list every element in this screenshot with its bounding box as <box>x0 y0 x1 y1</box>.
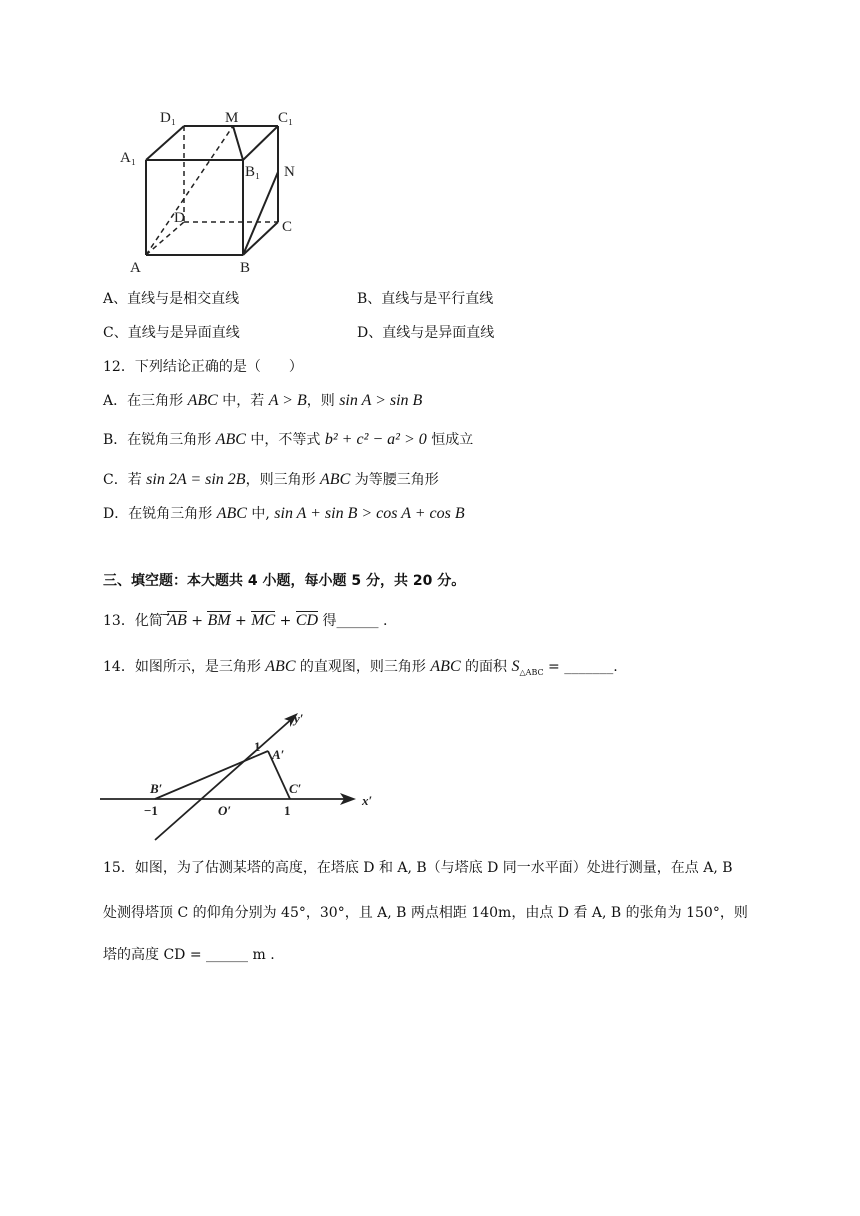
q12-b-text: 恒成立 <box>426 432 474 448</box>
q14 <box>103 657 618 683</box>
vector-label: MC <box>251 612 276 629</box>
label-b: B <box>240 260 251 276</box>
vector-label: BM <box>207 612 231 629</box>
q14-subscript: △ABC <box>519 667 544 677</box>
q12-c-math: sin 2A = sin 2B <box>146 471 246 488</box>
q12-a-text: ，则 <box>306 393 340 409</box>
q14-math: ABC <box>265 658 296 675</box>
q13-vector <box>251 611 275 629</box>
label-m: M <box>225 110 239 126</box>
oblique-axis-figure <box>100 705 390 845</box>
q13 <box>103 611 387 631</box>
q12-a-text: 中，若 <box>217 393 269 409</box>
q12-c-text: ，则三角形 <box>245 472 321 488</box>
q15-line-1: 15．如图，为了估测某塔的高度，在塔底 D 和 A, B（与塔底 D 同一水平面）处进行测量，在点 A, B <box>103 860 733 876</box>
tick-label-neg1: −1 <box>144 803 158 818</box>
q14-math: S <box>511 658 520 675</box>
q14-text: = _______. <box>543 659 618 675</box>
q13-prefix: 13．化简 <box>103 613 168 629</box>
point-label-a: A′ <box>272 747 285 762</box>
q12-a-math: A > B <box>268 392 307 409</box>
plus-sign: + <box>191 613 203 629</box>
axis-label-y: y′ <box>294 711 304 726</box>
q12-d-math: ABC <box>216 505 247 522</box>
tick-label-1-x: 1 <box>284 803 291 818</box>
q15-line-3: 塔的高度 CD = ______ m . <box>103 947 275 963</box>
q11-option-c: C、直线与是异面直线 <box>103 325 240 341</box>
q12-d-math: sin A + sin B > cos A + cos B <box>274 505 465 522</box>
q12-option-d <box>103 504 465 524</box>
q12-b-math: ABC <box>215 431 246 448</box>
q12-option-a <box>103 391 422 411</box>
vector-label: CD <box>295 612 319 629</box>
q12-c-math: ABC <box>320 471 351 488</box>
point-label-b: B′ <box>150 781 163 796</box>
label-d: D <box>174 210 185 226</box>
label-a: A <box>130 260 141 276</box>
q11-option-a: A、直线与是相交直线 <box>103 291 240 307</box>
cube-figure <box>110 100 310 280</box>
q13-vector <box>167 611 187 629</box>
q12-b-text: B．在锐角三角形 <box>103 432 216 448</box>
q12-a-text: A．在三角形 <box>103 393 188 409</box>
label-c: C <box>282 219 293 235</box>
q12-d-text: 中, <box>246 506 275 522</box>
q12-a-math: ABC <box>187 392 218 409</box>
plus-sign: + <box>235 613 247 629</box>
q12-b-text: 中，不等式 <box>245 432 325 448</box>
tick-label-1-y: 1 <box>254 739 261 754</box>
label-n: N <box>284 164 295 180</box>
q13-vector <box>296 611 318 629</box>
label-a1: A₁ <box>120 150 137 166</box>
q12-option-b <box>103 430 473 450</box>
plus-sign: + <box>279 613 292 629</box>
point-label-c: C′ <box>289 781 302 796</box>
q12-option-c <box>103 470 439 490</box>
q12-a-math: sin A > sin B <box>339 392 423 409</box>
q12-stem: 12．下列结论正确的是（ ） <box>103 359 303 375</box>
q12-d-text: D．在锐角三角形 <box>103 506 217 522</box>
label-b1: B₁ <box>245 164 261 180</box>
q15-line-2: 处测得塔顶 C 的仰角分别为 45°，30°，且 A, B 两点相距 140m，由点 D 看 A, B 的张角为 150°，则 <box>103 905 748 921</box>
point-label-o: O′ <box>218 803 232 818</box>
q14-text: 的面积 <box>460 659 512 675</box>
q12-c-text: C．若 <box>103 472 147 488</box>
q13-vector <box>207 611 230 629</box>
q14-text: 14．如图所示，是三角形 <box>103 659 266 675</box>
q12-c-text: 为等腰三角形 <box>350 472 439 488</box>
axis-label-x: x′ <box>362 793 373 808</box>
vector-label: AB <box>167 612 187 629</box>
q11-option-b: B、直线与是平行直线 <box>357 291 494 307</box>
q12-b-math: b² + c² − a² > 0 <box>324 431 427 448</box>
label-d1: D₁ <box>160 110 177 126</box>
q13-suffix: 得______ . <box>318 613 388 629</box>
section-heading: 三、填空题：本大题共 4 小题，每小题 5 分，共 20 分。 <box>103 573 466 589</box>
q14-math: ABC <box>430 658 461 675</box>
label-c1: C₁ <box>278 110 294 126</box>
q14-text: 的直观图，则三角形 <box>295 659 431 675</box>
q11-option-d: D、直线与是异面直线 <box>357 325 495 341</box>
